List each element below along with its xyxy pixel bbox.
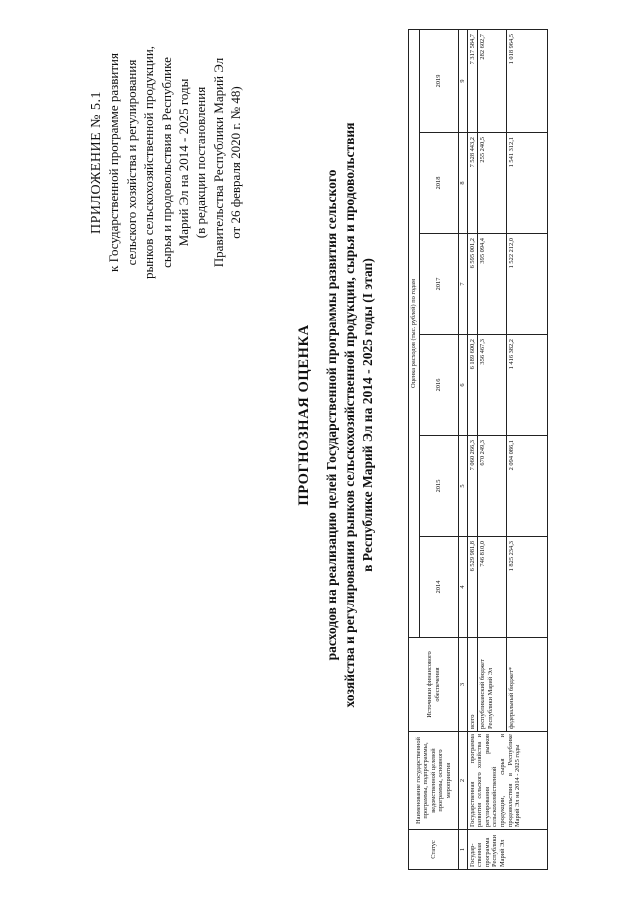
table-row <box>467 30 478 870</box>
column-number: 7 <box>459 234 468 335</box>
appendix-line: Правительства Республики Марий Эл <box>210 57 226 268</box>
value-cell: 1 541 312,1 <box>507 133 548 234</box>
value-cell: 2 094 086,1 <box>507 436 548 537</box>
column-number: 4 <box>459 537 468 638</box>
source-cell: всего <box>467 638 478 732</box>
document-heading <box>296 65 377 765</box>
column-number: 5 <box>459 436 468 537</box>
header-year: 2016 <box>420 335 459 436</box>
value-cell: 7 317 584,7 <box>467 30 478 133</box>
heading-line: в Республике Марий Эл на 2014 - 2025 годы (I этап) <box>360 258 375 572</box>
column-number-row <box>459 30 468 870</box>
appendix-line: к Государственной программе развития <box>106 53 122 272</box>
estimate-table <box>408 29 548 870</box>
value-cell: 1 018 964,5 <box>507 30 548 133</box>
value-cell: 6 595 001,2 <box>467 234 478 335</box>
source-cell: республиканский бюджет Республики Марий Эл <box>478 638 507 732</box>
program-name-cell: Государственная программа развития сельского хозяйства и регулирования рынков сельскохозяйственной продукции, сырья и продовольствия в Республике Марий Эл на 2014 - 2025 годы <box>467 732 548 830</box>
appendix-line: Марий Эл на 2014 - 2025 годы <box>176 78 192 247</box>
value-cell: 6 189 600,2 <box>467 335 478 436</box>
header-year: 2017 <box>420 234 459 335</box>
header-source: Источники финансового обеспечения <box>409 638 459 732</box>
header-year: 2019 <box>420 30 459 133</box>
heading-title: ПРОГНОЗНАЯ ОЦЕНКА <box>296 324 312 506</box>
header-name: Наименование государственной программы, подпрограммы, ведомственной целевой программы, основного мероприятия <box>409 732 459 830</box>
appendix-line: (в редакции постановления <box>193 86 209 239</box>
value-cell: 1 416 382,2 <box>507 335 548 436</box>
header-estimate: Оценка расходов (тыс. рублей) по годам <box>409 30 420 638</box>
appendix-block <box>88 40 245 285</box>
appendix-line: от 26 февраля 2020 г. № 48) <box>228 86 244 239</box>
source-cell: федеральный бюджет* <box>507 638 548 732</box>
value-cell: 255 240,5 <box>478 133 507 234</box>
heading-line: расходов на реализацию целей Государственной программы развития сельского <box>324 169 339 661</box>
value-cell: 7 060 266,3 <box>467 436 478 537</box>
value-cell: 6 529 981,8 <box>467 537 478 638</box>
header-status: Статус <box>409 830 459 870</box>
estimate-table-wrap <box>408 30 548 870</box>
value-cell: 746 810,0 <box>478 537 507 638</box>
column-number: 1 <box>459 830 468 870</box>
header-year: 2018 <box>420 133 459 234</box>
value-cell: 1 522 212,0 <box>507 234 548 335</box>
status-cell: Государ-ственная программа Республики Марий Эл <box>467 830 548 870</box>
value-cell: 282 602,7 <box>478 30 507 133</box>
appendix-title: ПРИЛОЖЕНИЕ № 5.1 <box>89 91 104 234</box>
appendix-line: рынков сельскохозяйственной продукции, <box>141 45 157 280</box>
header-row <box>409 30 420 870</box>
value-cell: 356 467,3 <box>478 335 507 436</box>
appendix-line: сырья и продовольствия в Республике <box>158 57 174 268</box>
heading-line: хозяйства и регулирования рынков сельскохозяйственной продукции, сырья и продовольствия <box>342 122 357 708</box>
column-number: 8 <box>459 133 468 234</box>
appendix-line: сельского хозяйства и регулирования <box>123 59 139 266</box>
column-number: 9 <box>459 30 468 133</box>
value-cell: 395 094,4 <box>478 234 507 335</box>
value-cell: 7 528 443,2 <box>467 133 478 234</box>
column-number: 6 <box>459 335 468 436</box>
value-cell: 670 249,3 <box>478 436 507 537</box>
column-number: 2 <box>459 732 468 830</box>
header-year: 2014 <box>420 537 459 638</box>
value-cell: 1 825 234,3 <box>507 537 548 638</box>
column-number: 3 <box>459 638 468 732</box>
header-year: 2015 <box>420 436 459 537</box>
